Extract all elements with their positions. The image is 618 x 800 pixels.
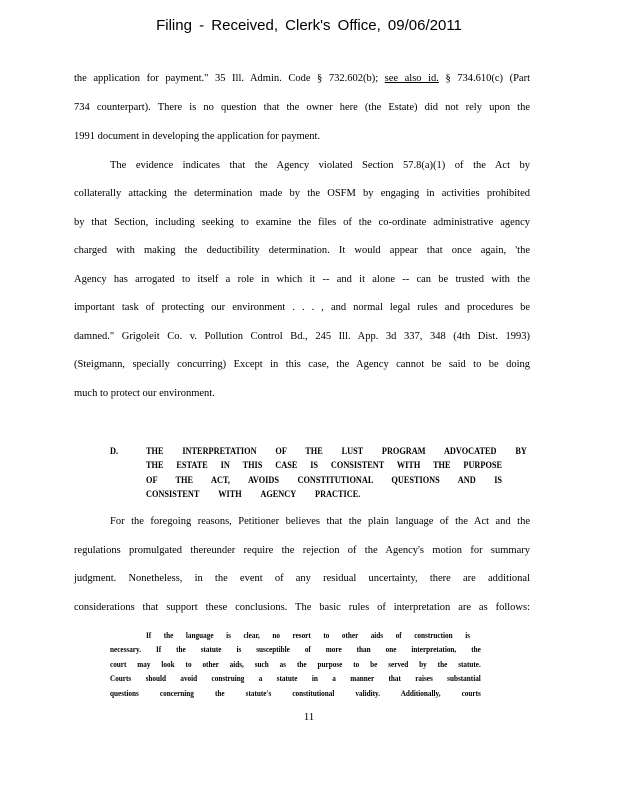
body-line: by that Section, including seeking to examine the files of the co-ordinate administrative agency [74,217,530,228]
citation-signal: see also id. [384,73,439,84]
quote-line: necessary. If the statute is susceptible of more than one interpretation, the [110,645,481,654]
body-line: 734 counterpart). There is no question that the owner here (the Estate) did not rely upon the [74,102,530,113]
body-line: The evidence indicates that the Agency violated Section 57.8(a)(1) of the Act by [110,160,530,171]
quote-line: court may look to other aids, such as the purpose to be served by the statute. [110,660,481,669]
body-line: damned." Grigoleit Co. v. Pollution Control Bd., 245 Ill. App. 3d 337, 348 (4th Dist. 1993) [74,331,530,342]
heading-letter: D. [110,446,119,456]
page-number: 11 [303,711,315,723]
quote-line: Courts should avoid construing a statute in a manner that raises substantial [110,674,481,683]
body-line: 1991 document in developing the application for payment. [74,131,321,142]
body-line: Agency has arrogated to itself a role in which it -- and it alone -- can be trusted with the [74,274,530,285]
body-line: charged with making the deductibility determination. It would appear that once again, 'the [74,245,530,256]
heading-line: CONSISTENT WITH AGENCY PRACTICE. [146,489,361,499]
heading-line: THE INTERPRETATION OF THE LUST PROGRAM ADVOCATED BY [146,446,527,456]
body-line: important task of protecting our environment . . . , and normal legal rules and procedures be [74,302,530,313]
body-line: regulations promulgated thereunder require the rejection of the Agency's motion for summary [74,545,530,556]
body-line: judgment. Nonetheless, in the event of any residual uncertainty, there are additional [74,573,530,584]
heading-line: OF THE ACT, AVOIDS CONSTITUTIONAL QUESTIONS AND IS [146,475,503,485]
body-line: For the foregoing reasons, Petitioner believes that the plain language of the Act and the [110,516,530,527]
body-line: (Steigmann, specially concurring) Except in this case, the Agency cannot be said to be doing [74,359,530,370]
quote-line: questions concerning the statute's constitutional validity. Additionally, courts [110,689,481,698]
filing-header: Filing - Received, Clerk's Office, 09/06/2011 [156,17,462,34]
heading-line: THE ESTATE IN THIS CASE IS CONSISTENT WITH THE PURPOSE [146,460,503,470]
quote-line: If the language is clear, no resort to other aids of construction is [146,631,470,640]
body-line: collaterally attacking the determination made by the OSFM by engaging in activities prohibited [74,188,530,199]
body-text: § 734.610(c) (Part [438,73,530,84]
body-line [74,73,530,85]
body-line: considerations that support these conclusions. The basic rules of interpretation are as follows: [74,602,530,613]
body-text: the application for payment." 35 Ill. Admin. Code § 732.602(b); [74,73,385,84]
body-line: much to protect our environment. [74,388,215,399]
